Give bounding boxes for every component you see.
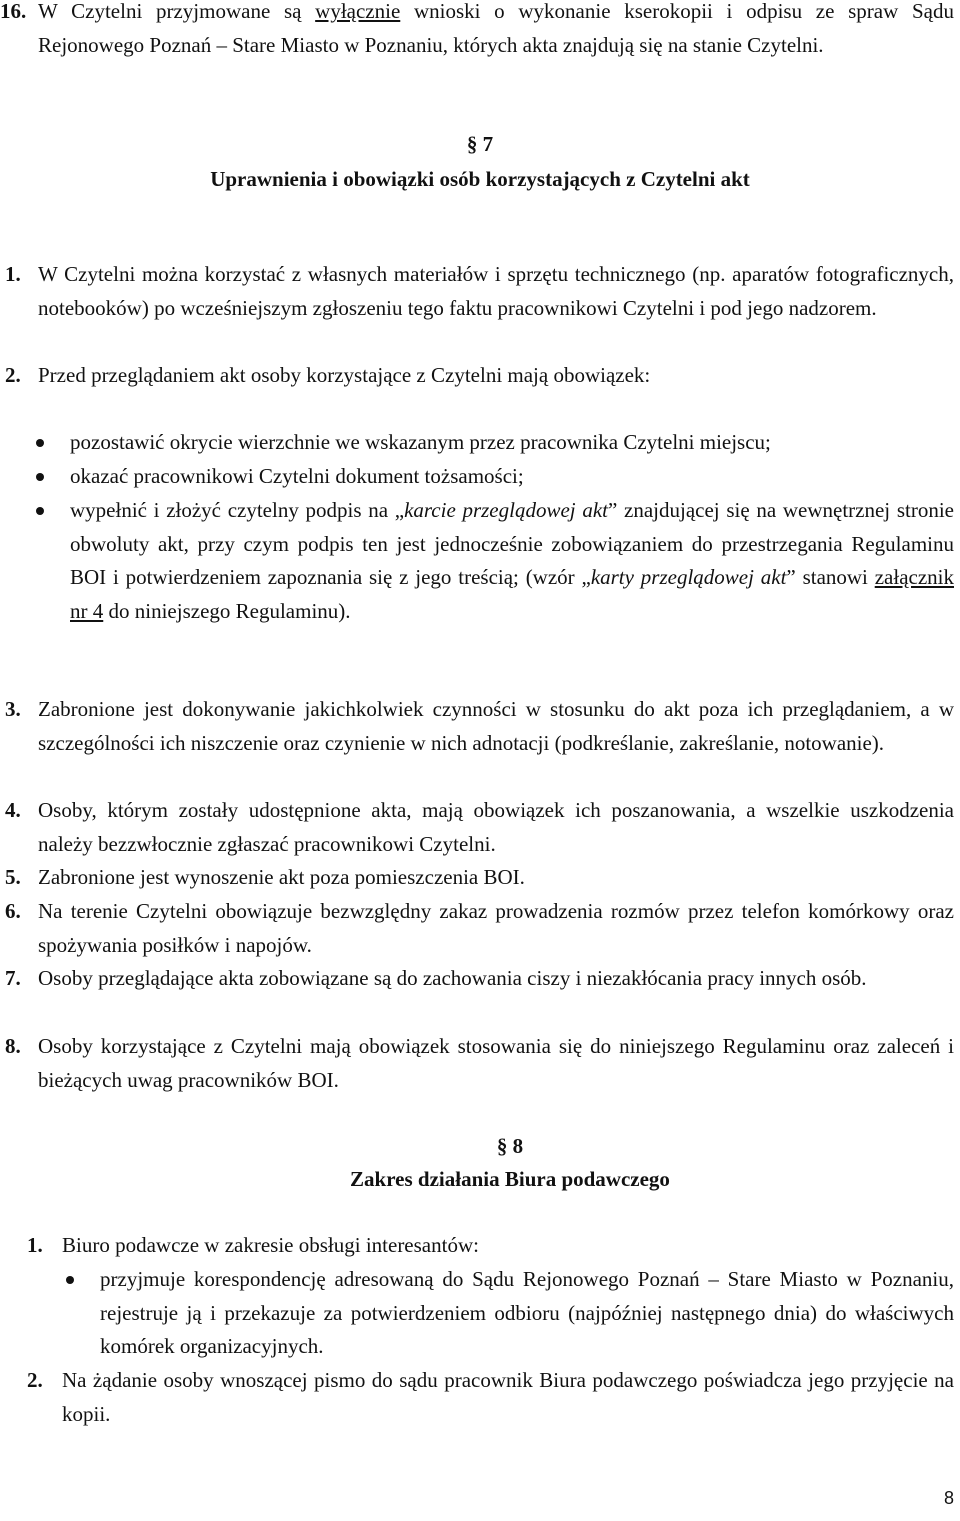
section-7-item-3: Zabronione jest dokonywanie jakichkolwiek czynności w stosunku do akt poza ich przeglądaniem, a w szczególności ich niszczenie oraz czynienie w nich adnotacji (podkreślanie, zakreślanie, notowanie). — [38, 697, 954, 755]
section-8-symbol: § 8 — [496, 1134, 524, 1158]
section-7-item-1: W Czytelni można korzystać z własnych materiałów i sprzętu technicznego (np. aparatów fotograficznych, notebooków) po wcześniejszym zgłoszeniu tego faktu pracownikowi Czytelni i pod jego nadzorem. — [38, 262, 954, 320]
item-16-text-part2: wnioski o wykonanie kserokopii i odpisu ze spraw Sądu Rejonowego Poznań – Stare Miasto w Poznaniu, których akta znajdują się na stanie Czytelni. — [38, 0, 954, 57]
bullet-3-part2: znajdującej się na wewnętrznej stronie obwoluty akt, przy czym podpis ten jest jednocześnie zobowiązaniem do przestrzegania Regulaminu BOI i potwierdzeniem zapoznania się z jego treścią; (wzór — [70, 498, 954, 589]
item-16-text-part1: W Czytelni przyjmowane są — [38, 0, 316, 23]
bullet-3-attachment-ref: załącznik nr 4 — [70, 565, 954, 623]
item-number: 7. — [5, 966, 21, 990]
section-7-item-4: Osoby, którym zostały udostępnione akta, mają obowiązek ich poszanowania, a wszelkie uszkodzenia należy bezzwłocznie zgłaszać pracownikowi Czytelni. — [38, 798, 954, 856]
section-7-bullet-1: pozostawić okrycie wierzchnie we wskazanym przez pracownika Czytelni miejscu; — [70, 430, 771, 454]
page-number: 8 — [943, 1488, 954, 1508]
item-number: 1. — [5, 262, 21, 286]
section-8-item-2: Na żądanie osoby wnoszącej pismo do sądu pracownik Biura podawczego poświadcza jego przyjęcie na kopii. — [62, 1368, 954, 1426]
item-number: 4. — [5, 798, 21, 822]
bullet-3-quote-close-2: ” — [786, 565, 796, 589]
section-7-symbol: § 7 — [466, 132, 494, 156]
bullet-icon — [36, 507, 44, 515]
bullet-3-italic-2: karty przeglądowej akt — [590, 565, 787, 589]
section-8-bullet-1: przyjmuje korespondencję adresowaną do Sądu Rejonowego Poznań – Stare Miasto w Poznaniu, rejestruje ją i przekazuje za potwierdzeniem odbioru (najpóźniej następnego dnia) do właściwych komórek organizacyjnych. — [100, 1267, 954, 1358]
item-number: 1. — [27, 1233, 43, 1257]
section-7-item-2: Przed przeglądaniem akt osoby korzystające z Czytelni mają obowiązek: — [38, 363, 651, 387]
bullet-3-quote-close: ” — [607, 498, 618, 522]
bullet-icon — [66, 1276, 74, 1284]
item-number: 2. — [5, 363, 21, 387]
section-7-item-5: Zabronione jest wynoszenie akt poza pomieszczenia BOI. — [38, 865, 525, 889]
section-7-item-7: Osoby przeglądające akta zobowiązane są do zachowania ciszy i niezakłócania pracy innych osób. — [38, 966, 867, 990]
section-7-item-8: Osoby korzystające z Czytelni mają obowiązek stosowania się do niniejszego Regulaminu oraz zaleceń i bieżących uwag pracowników BOI. — [38, 1034, 954, 1092]
section-7-bullet-3 — [70, 494, 954, 628]
item-number: 16. — [0, 0, 27, 23]
item-number: 3. — [5, 697, 21, 721]
item-number: 2. — [27, 1368, 43, 1392]
bullet-3-part1: wypełnić i złożyć czytelny podpis na — [70, 498, 395, 522]
item-16-text — [38, 0, 954, 62]
bullet-icon — [36, 439, 44, 447]
section-7-bullet-2: okazać pracownikowi Czytelni dokument tożsamości; — [70, 464, 524, 488]
bullet-3-quote-open: „ — [394, 498, 405, 522]
bullet-3-part4: do niniejszego Regulaminu). — [103, 598, 351, 623]
bullet-3-part3: stanowi — [795, 565, 875, 589]
item-number: 5. — [5, 865, 21, 889]
item-number: 8. — [5, 1034, 21, 1058]
section-8-title: Zakres działania Biura podawczego — [350, 1167, 670, 1191]
bullet-3-quote-open-2: „ — [581, 565, 591, 589]
section-8-item-1: Biuro podawcze w zakresie obsługi interesantów: — [62, 1233, 479, 1257]
bullet-3-italic-1: karcie przeglądowej akt — [404, 498, 608, 522]
section-7-title: Uprawnienia i obowiązki osób korzystających z Czytelni akt — [210, 167, 750, 191]
bullet-icon — [36, 473, 44, 481]
section-7-item-6: Na terenie Czytelni obowiązuje bezwzględny zakaz prowadzenia rozmów przez telefon komórkowy oraz spożywania posiłków i napojów. — [38, 899, 954, 957]
item-16-emphasis: wyłącznie — [315, 0, 401, 23]
item-number: 6. — [5, 899, 21, 923]
